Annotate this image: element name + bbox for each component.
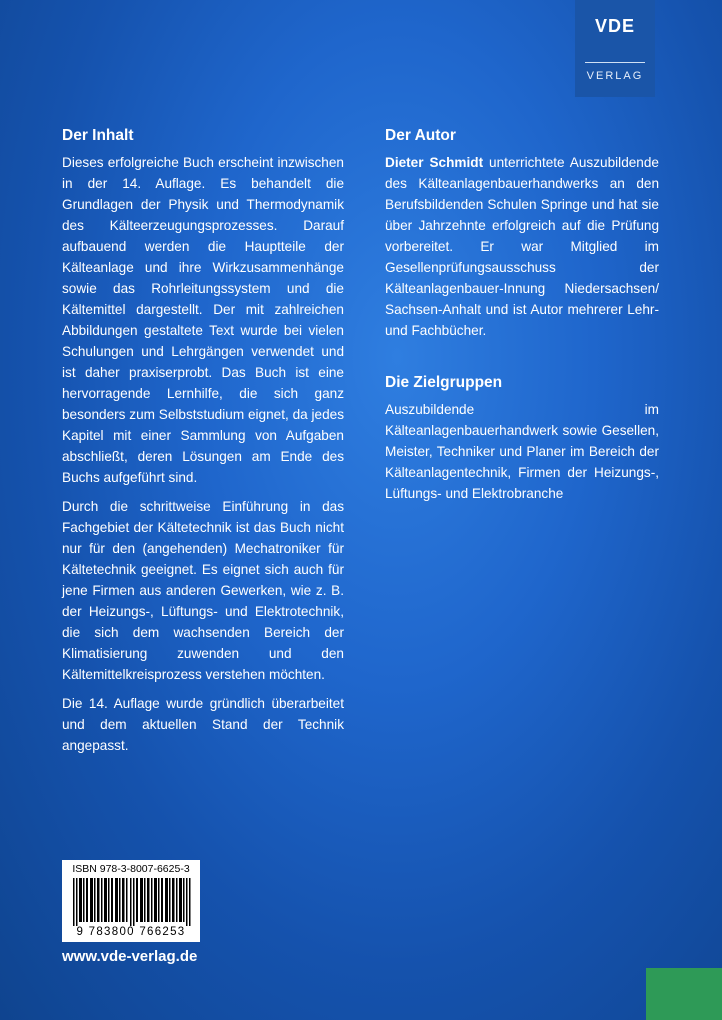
green-corner-block [646, 968, 722, 1020]
inhalt-heading: Der Inhalt [62, 127, 134, 144]
zielgruppen-section [385, 373, 659, 504]
barcode-digits: 9 783800 766253 [76, 926, 186, 938]
logo-divider [585, 62, 645, 63]
content-section [62, 126, 344, 764]
inhalt-paragraph-3: Die 14. Auflage wurde gründlich überarbeitet und dem aktuellen Stand der Technik angepasst. [62, 696, 344, 753]
barcode [62, 860, 200, 942]
author-and-audience-section [385, 126, 659, 512]
vde-verlag-logo [575, 0, 655, 97]
isbn-text: ISBN 978-3-8007-6625-3 [72, 863, 190, 875]
autor-paragraph [385, 152, 659, 341]
autor-heading: Der Autor [385, 127, 456, 144]
logo-sub: VERLAG [586, 70, 644, 82]
inhalt-paragraph-1: Dieses erfolgreiche Buch erscheint inzwischen in der 14. Auflage. Es behandelt die Grundlagen der Physik und Thermodynamik des Kälteerzeugungsprozesses. Darauf aufbauend werden die Hauptteile der Kälteanlage und ihre Wirkzusammenhänge sowie das Rohrleitungssystem und die Kältemittel dargestellt. Der mit zahlreichen Abbildungen gestaltete Text wurde bei vielen Schulungen und Lehrgängen verwendet und ist daher praxiserprobt. Das Buch ist eine hervorragende Lernhilfe, die sich ganz besonders zum Selbststudium eignet, da jedes Kapitel mit einer Sammlung von Aufgaben abschließt, deren Lösungen am Ende des Buchs aufgeführt sind. [62, 155, 344, 485]
zielgruppen-heading: Die Zielgruppen [385, 374, 503, 391]
autor-text: unterrichtete Auszubildende des Kälteanlagenbauerhandwerks an den Berufsbildenden Schulen Springe und hat sie über Jahrzehnte erfolgreich auf die Prüfung vorbereitet. Er war Mitglied im Gesellenprüfungsausschuss der Kälteanlagenbauer-Innung Niedersachsen/ Sachsen-Anhalt und ist Autor mehrerer Lehr- und Fachbücher. [385, 155, 659, 338]
logo-brand: VDE [594, 16, 635, 36]
barcode-bars [73, 878, 195, 926]
author-name: Dieter Schmidt [385, 155, 484, 170]
publisher-url: www.vde-verlag.de [62, 948, 198, 965]
inhalt-paragraph-2: Durch die schrittweise Einführung in das Fachgebiet der Kältetechnik ist das Buch nicht nur für den (angehenden) Mechatroniker für Kältetechnik geeignet. Es eignet sich auch für jene Firmen aus anderen Gewerken, wie z. B. der Heizungs-, Lüftungs- und Elektrotechnik, die sich dem wachsenden Bereich der Klimatisierung zuwenden und den Kältemittelkreisprozess verstehen möchten. [62, 499, 344, 682]
zielgruppen-text: Auszubildende im Kälteanlagenbauerhandwerk sowie Gesellen, Meister, Techniker und Planer im Bereich der Kälteanlagentechnik, Firmen der Heizungs-, Lüftungs- und Elektrobranche [385, 402, 659, 501]
